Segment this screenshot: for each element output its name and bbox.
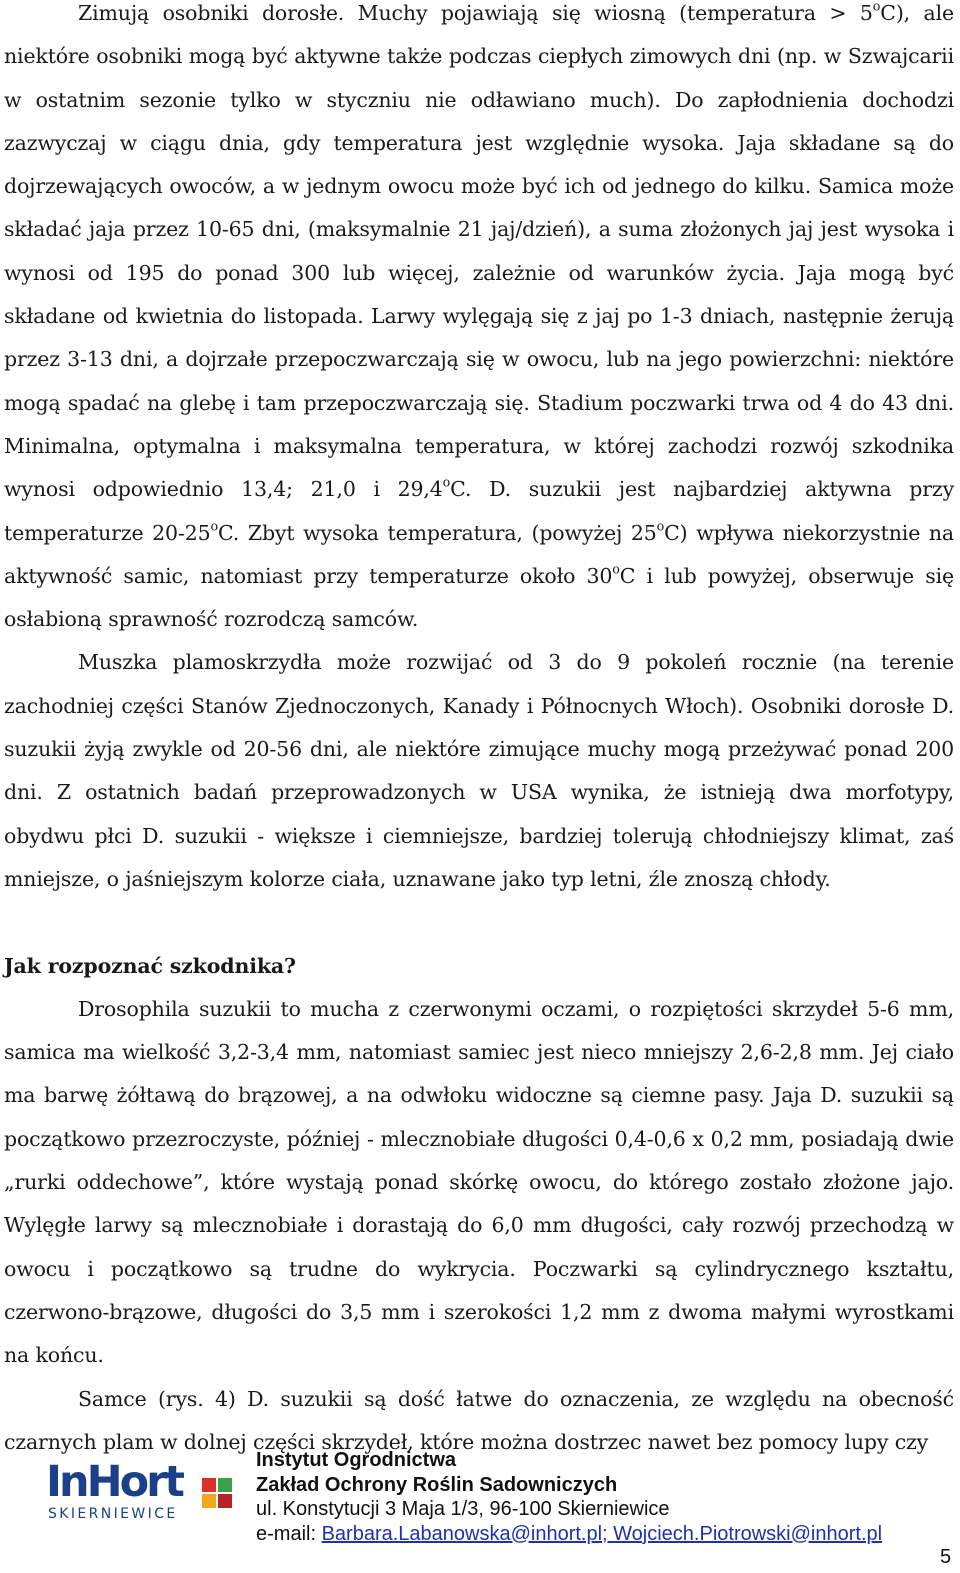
department-name: Zakład Ochrony Roślin Sadowniczych: [256, 1473, 618, 1496]
email-label: e-mail:: [256, 1522, 322, 1545]
paragraph-identification: Drosophila suzukii to mucha z czerwonymi oczami, o rozpiętości skrzydeł 5-6 mm, samica ma wielkość 3,2-3,4 mm, natomiast samiec jest nieco mniejszy 2,6-2,8 mm. Jej ciało ma barwę żółtawą do brązowej, a na odwłoku widoczne są ciemne pasy. Jaja D. suzukii są początkowo przezroczyste, później - mlecznobiałe długości 0,4-0,6 x 0,2 mm, posiadają dwie „rurki oddechowe”, które wystają ponad skórkę owocu, do którego zostało złożone jajo. Wylęgłe larwy są mlecznobiałe i dorastają do 6,0 mm długości, cały rozwój przechodzą w owocu i początkowo są trudne do wykrycia. Poczwarki są cylindrycznego kształtu, czerwono-brązowe, długości do 3,5 mm i szerokości 1,2 mm z dwoma małymi wyrostkami na końcu.: [4, 996, 954, 1368]
text-run: C i lub powyżej, obserwuje się osłabioną sprawność rozrodczą samców.: [4, 563, 955, 632]
spacer: [4, 901, 954, 944]
email-link[interactable]: Barbara.Labanowska@inhort.pl; Wojciech.Piotrowski@inhort.pl: [321, 1522, 883, 1545]
email-line: [256, 1522, 882, 1547]
text-run: Zimują osobniki dorosłe. Muchy pojawiają się wiosną (temperatura > 5: [78, 1, 873, 25]
degree-superscript: o: [656, 518, 665, 534]
paragraph-generations: Muszka plamoskrzydła może rozwijać od 3 do 9 pokoleń rocznie (na terenie zachodniej części Stanów Zjednoczonych, Kanady i Północnych Włoch). Osobniki dorosłe D. suzukii żyją zwykle od 20-56 dni, ale niektóre zimujące muchy mogą przeżywać ponad 200 dni. Z ostatnich badań przeprowadzonych w USA wynika, że istnieją dwa morfotypy, obydwu płci D. suzukii - większe i ciemniejsze, bardziej tolerują chłodniejszy klimat, zaś mniejsze, o jaśniejszym kolorze ciała, uznawane jako typ letni, źle znoszą chłody.: [4, 650, 954, 891]
degree-superscript: o: [210, 518, 218, 534]
text-run: C. Zbyt wysoka temperatura, (powyżej 25: [218, 520, 657, 545]
page-number: 5: [940, 1546, 952, 1568]
paragraph-males: Samce (rys. 4) D. suzukii są dość łatwe do oznaczenia, ze względu na obecność czarnych plam w dolnej części skrzydeł, które można dostrzec nawet bez pomocy lupy czy: [4, 1386, 954, 1454]
address: ul. Konstytucji 3 Maja 1/3, 96-100 Skierniewice: [256, 1498, 670, 1520]
logo-squares-icon: [202, 1478, 232, 1508]
text-run: C. D. suzukii jest najbardziej aktywna przy temperaturze 20-25: [4, 477, 954, 545]
paragraph-overwintering: [4, 0, 954, 641]
degree-superscript: o: [442, 474, 451, 490]
logo-wordmark: InHort: [46, 1457, 182, 1507]
text-run: C) wpływa niekorzystnie na aktywność samic, natomiast przy temperaturze około 30: [4, 520, 954, 588]
document-body: [4, 0, 954, 1464]
institute-contact: [256, 1448, 882, 1546]
logo-subtext: SKIERNIEWICE: [48, 1506, 178, 1522]
degree-superscript: o: [612, 561, 620, 577]
section-heading: Jak rozpoznać szkodnika?: [4, 953, 296, 978]
text-run: C), ale niektóre osobniki mogą być aktywne także podczas ciepłych zimowych dni (np. w Szwajcarii w ostatnim sezonie tylko w styczniu nie odławiano much). Do zapłodnienia dochodzi zazwyczaj w ciągu dnia, gdy temperatura jest względnie wysoka. Jaja składane są do dojrzewających owoców, a w jednym owocu może być ich od jednego do kilku. Samica może składać jaja przez 10-65 dni, (maksymalnie 21 jaj/dzień), a suma złożonych jaj jest wysoka i wynosi od 195 do ponad 300 lub więcej, zależnie od warunków życia. Jaja mogą być składane od kwietnia do listopada. Larwy wylęgają się z jaj po 1-3 dniach, następnie żerują przez 3-13 dni, a dojrzałe przepoczwarczają się w owocu, lub na jego powierzchni: niektóre mogą spadać na glebę i tam przepoczwarczają się. Stadium poczwarki trwa od 4 do 43 dni. Minimalna, optymalna i maksymalna temperatura, w której zachodzi rozwój szkodnika wynosi odpowiednio 13,4; 21,0 i 29,4: [4, 1, 954, 502]
page-footer: [0, 1440, 960, 1573]
institute-name: Instytut Ogrodnictwa: [256, 1449, 456, 1471]
degree-superscript: o: [872, 0, 881, 14]
inhort-logo: [46, 1458, 236, 1524]
